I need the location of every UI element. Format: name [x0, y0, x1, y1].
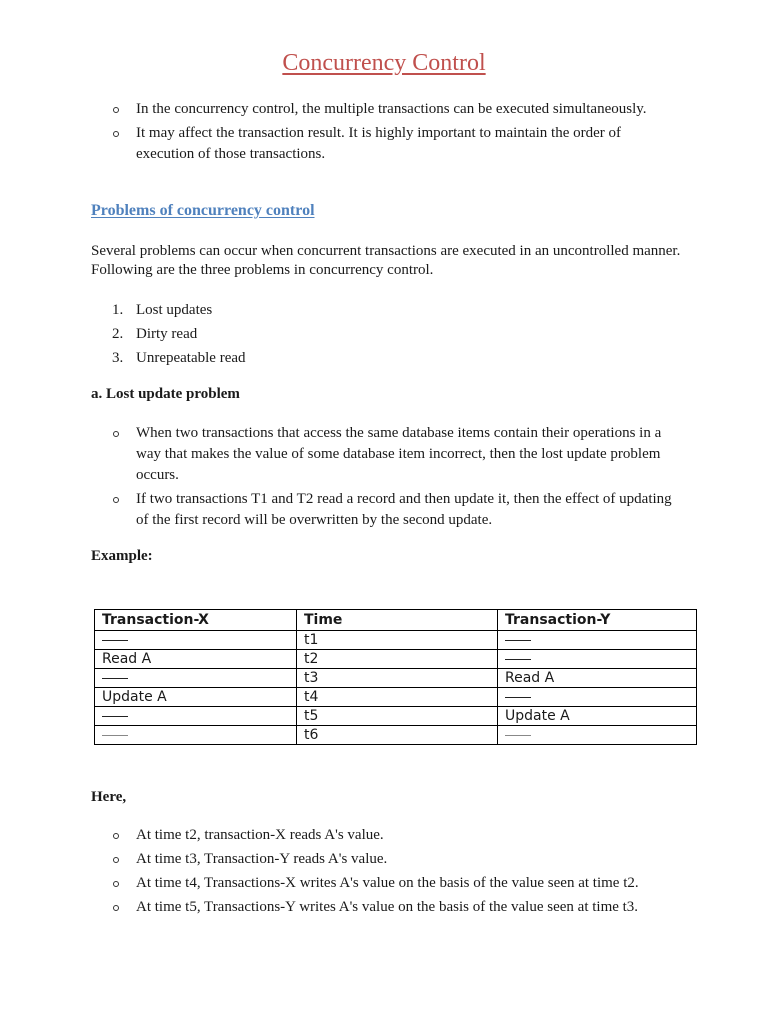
list-item	[0, 298, 246, 322]
lost-update-bullet-list	[0, 423, 768, 534]
list-item	[0, 346, 246, 370]
list-text: Lost updates	[136, 302, 213, 318]
table-row	[95, 707, 697, 726]
table-cell	[95, 669, 297, 688]
table-cell	[498, 688, 697, 707]
dash-placeholder	[505, 659, 531, 660]
list-item	[0, 322, 246, 346]
table-cell: t6	[297, 726, 498, 745]
intro-bullet-list	[0, 99, 768, 168]
table-cell	[95, 726, 297, 745]
here-label: Here,	[91, 789, 127, 805]
list-number: 3.	[112, 350, 124, 366]
table-cell: t3	[297, 669, 498, 688]
table-row	[95, 726, 697, 745]
table-cell: t5	[297, 707, 498, 726]
subheading-lost-update: a. Lost update problem	[91, 386, 240, 402]
list-text: Dirty read	[136, 326, 198, 342]
table-cell: Read A	[498, 669, 697, 688]
dash-placeholder	[505, 640, 531, 641]
problems-list	[0, 298, 246, 370]
table-cell: Update A	[498, 707, 697, 726]
table-cell	[498, 631, 697, 650]
list-item: In the concurrency control, the multiple transactions can be executed simultaneously.	[0, 99, 768, 120]
table-row	[95, 688, 697, 707]
column-header: Transaction-Y	[498, 610, 697, 631]
dash-placeholder	[102, 716, 128, 717]
table-cell	[498, 650, 697, 669]
table-cell	[498, 726, 697, 745]
column-header: Transaction-X	[95, 610, 297, 631]
list-item: If two transactions T1 and T2 read a record and then update it, then the effect of updating of the first record will be overwritten by the second update.	[0, 489, 768, 531]
dash-placeholder	[505, 697, 531, 698]
transaction-table	[94, 609, 697, 745]
table-row	[95, 669, 697, 688]
list-item: At time t2, transaction-X reads A's value.	[0, 825, 768, 846]
table-cell: t2	[297, 650, 498, 669]
list-item: At time t5, Transactions-Y writes A's value on the basis of the value seen at time t3.	[0, 897, 768, 918]
list-item: When two transactions that access the same database items contain their operations in a way that makes the value of some database item incorrect, then the lost update problem occurs.	[0, 423, 768, 486]
section-paragraph: Several problems can occur when concurrent transactions are executed in an uncontrolled manner. Following are the three problems in concurrency control.	[91, 243, 681, 278]
list-item: It may affect the transaction result. It is highly important to maintain the order of execution of those transactions.	[0, 123, 768, 165]
page-title: Concurrency Control	[282, 50, 486, 76]
column-header: Time	[297, 610, 498, 631]
dash-placeholder	[102, 735, 128, 736]
list-item: At time t4, Transactions-X writes A's value on the basis of the value seen at time t2.	[0, 873, 768, 894]
table-cell: t1	[297, 631, 498, 650]
example-label: Example:	[91, 548, 153, 564]
here-bullet-list	[0, 825, 768, 921]
list-text: Unrepeatable read	[136, 350, 246, 366]
dash-placeholder	[102, 678, 128, 679]
dash-placeholder	[505, 735, 531, 736]
table-cell: t4	[297, 688, 498, 707]
table-cell	[95, 707, 297, 726]
table-cell	[95, 631, 297, 650]
table-cell: Read A	[95, 650, 297, 669]
section-heading-link[interactable]: Problems of concurrency control	[91, 202, 315, 219]
table-row	[95, 631, 697, 650]
table-cell: Update A	[95, 688, 297, 707]
table-header-row	[95, 610, 697, 631]
list-item: At time t3, Transaction-Y reads A's value.	[0, 849, 768, 870]
list-number: 1.	[112, 302, 124, 318]
table-row	[95, 650, 697, 669]
list-number: 2.	[112, 326, 124, 342]
dash-placeholder	[102, 640, 128, 641]
